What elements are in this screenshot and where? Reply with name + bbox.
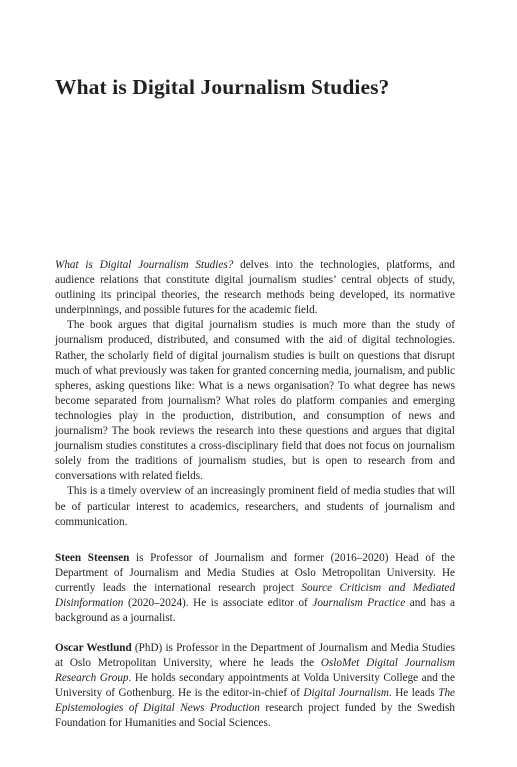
blurb-paragraph-2: The book argues that digital journalism studies is much more than the study of journalism produced, distributed, and consumed with the aid of digital technologies. Rather, the scholarly field of digital journalism studies is built on questions that disrupt much of what previously was taken for granted concerning media, journalism, and public spheres, asking questions like: What is a news organisation? To what degree has news become separated from journalism? What roles do platform companies and emerging technologies play in the production, distribution, and consumption of news and journalism? The book reviews the research into these questions and argues that digital journalism studies constitutes a cross-disciplinary field that does not focus on journalism solely from the traditions of journalism studies, but is open to research from and conversations with related fields.	[55, 319, 455, 483]
blurb-paragraph-1-text: delves into the technologies, platforms, and audience relations that constitute digital journalism studies’ central objects of study, outlining its principal theories, the research methods being developed, its normative underpinnings, and possible futures for the academic field.	[55, 259, 456, 317]
bio-italic: The Epistemologies of Digital News Production	[55, 687, 455, 715]
bio-italic: Digital Journalism	[303, 687, 389, 700]
bio-italic: OsloMet Digital Journalism Research Group	[55, 657, 455, 685]
bio-text: and has a background as a journalist.	[55, 597, 455, 625]
bio-text: research project funded by the Swedish Foundation for Humanities and Social Sciences.	[55, 702, 455, 730]
bio-text: . He leads	[388, 687, 439, 700]
author-name: Oscar Westlund	[55, 642, 132, 654]
bio-text: (2020–2024). He is associate editor of	[123, 597, 313, 610]
blurb	[55, 258, 455, 530]
bio-italic: Journalism Practice	[312, 597, 406, 610]
author-name: Steen Steensen	[55, 552, 130, 564]
page-title: What is Digital Journalism Studies?	[55, 75, 390, 99]
book-title-italic: What is Digital Journalism Studies?	[55, 259, 234, 271]
bio-text: (PhD) is Professor in the Department of Journalism and Media Studies at Oslo Metropolitan University, where he leads the	[55, 642, 455, 670]
blurb-paragraph-3: This is a timely overview of an increasingly prominent field of media studies that will be of particular interest to academics, researchers, and students of journalism and communication.	[55, 485, 455, 528]
bio-text: is Professor of Journalism and former (2016–2020) Head of the Department of Journalism and Media Studies at Oslo Metropolitan University. He currently leads the international research project	[55, 552, 455, 595]
author-bio-steensen	[55, 551, 455, 626]
bio-italic: Source Criticism and Mediated Disinformation	[55, 582, 455, 610]
bio-text: . He holds secondary appointments at Volda University College and the University of Gothenburg. He is the editor-in-chief of	[55, 672, 455, 700]
blurb-paragraph-1	[55, 258, 455, 318]
author-bio-westlund	[55, 641, 455, 732]
